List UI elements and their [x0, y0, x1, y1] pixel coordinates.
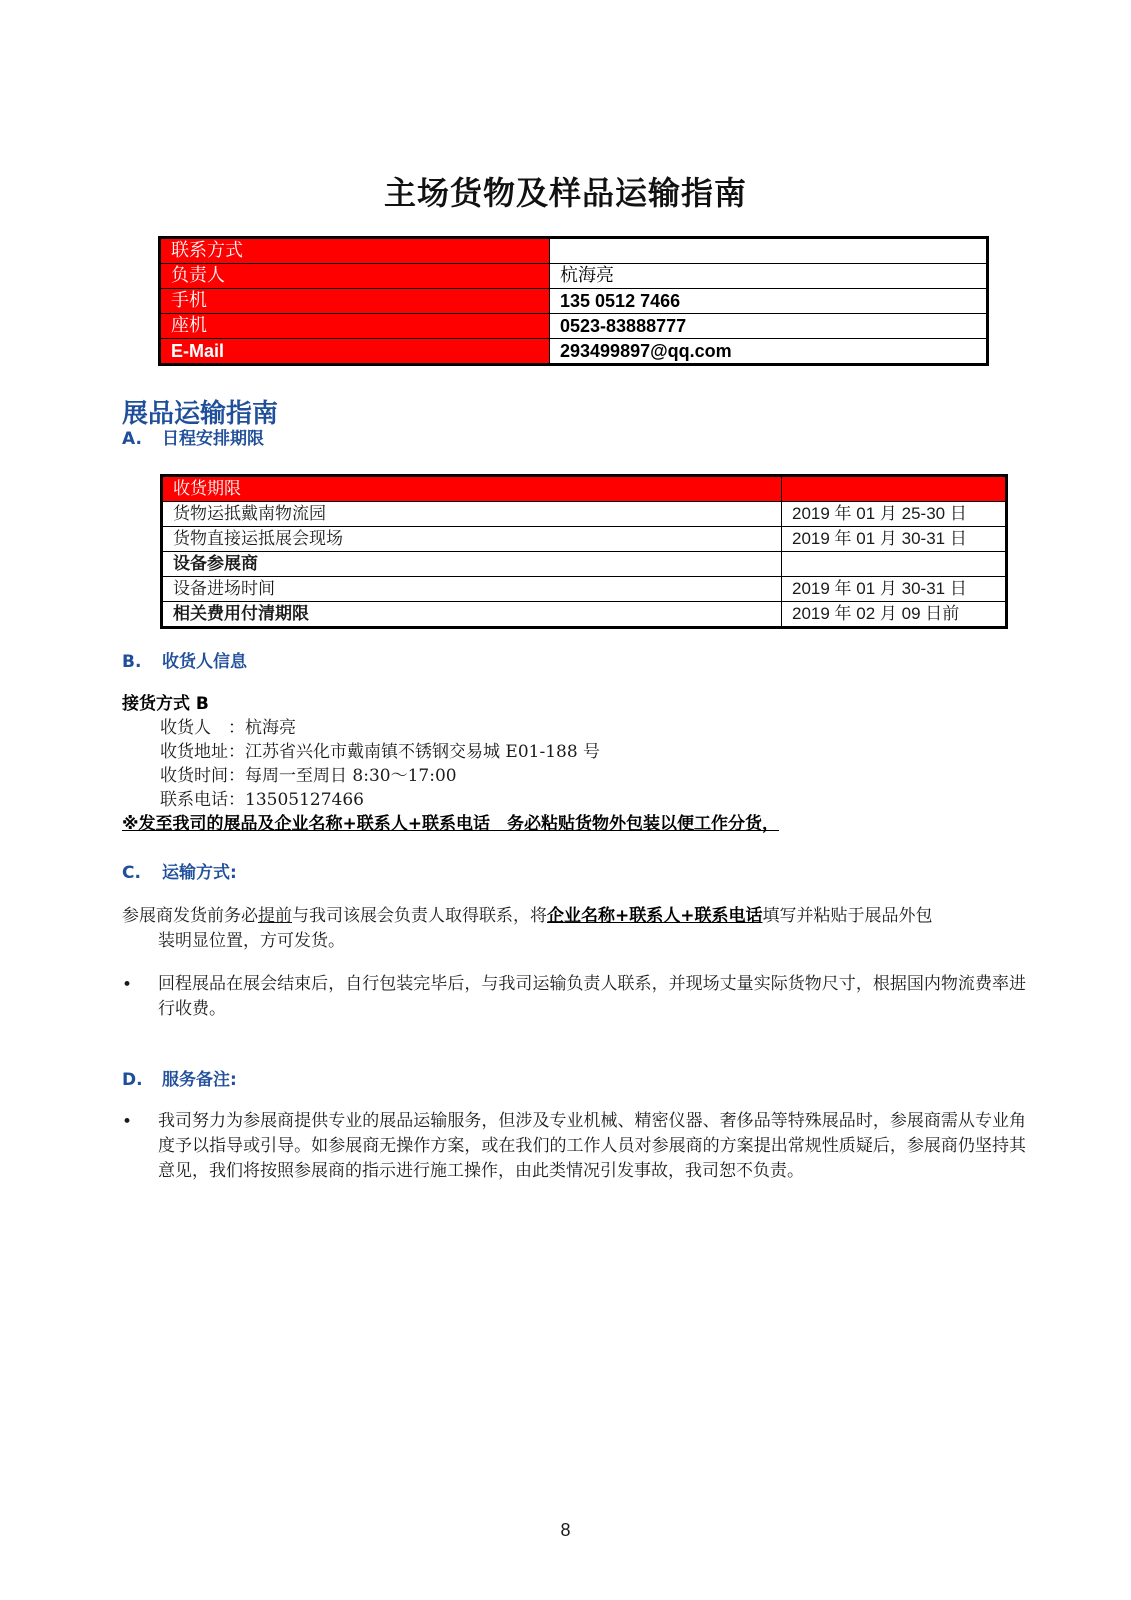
hours-line: 收货时间：每周一至周日 8:30～17:00: [160, 766, 457, 786]
shipping-paragraph-line2: 装明显位置，方可发货。: [158, 931, 345, 951]
section-d-heading: [122, 1065, 237, 1090]
contact-label: 手机: [160, 289, 550, 314]
section-b-number: B.: [122, 652, 142, 672]
table-row: [160, 314, 988, 339]
schedule-date: 2019 年 01 月 25-30 日: [782, 502, 1007, 527]
table-row: [160, 264, 988, 289]
contact-value: 135 0512 7466: [550, 289, 988, 314]
text-segment: 填写并粘贴于展品外包: [762, 906, 933, 926]
schedule-label: 相关费用付清期限: [162, 602, 782, 628]
contact-header-value: [550, 238, 988, 264]
schedule-date: 2019 年 02 月 09 日前: [782, 602, 1007, 628]
return-shipping-bullet: 回程展品在展会结束后，自行包装完毕后，与我司运输负责人联系，并现场丈量实际货物尺寸，根据国内物流费率进行收费。: [158, 974, 1026, 1019]
contact-label: E-Mail: [160, 339, 550, 365]
service-note-bullet: 我司努力为参展商提供专业的展品运输服务，但涉及专业机械、精密仪器、奢侈品等特殊展品时，参展商需从专业角度予以指导或引导。如参展商无操作方案，或在我们的工作人员对参展商的方案提出常规性质疑后，参展商仍坚持其意见，我们将按照参展商的指示进行施工操作，由此类情况引发事故，我司恕不负责。: [158, 1111, 1026, 1181]
contact-label: 负责人: [160, 264, 550, 289]
underlined-text: 企业名称+联系人+联系电话: [547, 906, 763, 926]
table-row: [162, 577, 1007, 602]
schedule-label: 货物运抵戴南物流园: [162, 502, 782, 527]
contact-table: [158, 236, 989, 366]
schedule-date: 2019 年 01 月 30-31 日: [782, 577, 1007, 602]
schedule-header-value: [782, 476, 1007, 502]
section-c-number: C.: [122, 863, 141, 883]
schedule-table: [160, 474, 1008, 629]
contact-header: 联系方式: [160, 238, 550, 264]
schedule-label: 设备参展商: [162, 552, 782, 577]
underlined-text: 提前: [258, 906, 292, 926]
bullet-dot: •: [122, 975, 133, 995]
section-d-number: D.: [122, 1070, 143, 1090]
text-segment: 与我司该展会负责人取得联系，将: [292, 906, 547, 926]
table-row: [160, 238, 988, 264]
section-b-title: 收货人信息: [162, 652, 247, 672]
table-row: [162, 602, 1007, 628]
table-row: [162, 552, 1007, 577]
text-segment: 参展商发货前务必: [122, 906, 258, 926]
section-d-title: 服务备注:: [162, 1070, 237, 1090]
shipping-paragraph: [122, 904, 1022, 929]
section-a-heading: [122, 424, 264, 449]
contact-label: 座机: [160, 314, 550, 339]
contact-value: 杭海亮: [550, 264, 988, 289]
table-row: [162, 527, 1007, 552]
address-line: 收货地址：江苏省兴化市戴南镇不锈钢交易城 E01-188 号: [160, 742, 601, 762]
table-row: [160, 289, 988, 314]
section-title: 展品运输指南: [122, 399, 279, 429]
section-b-heading: [122, 647, 247, 672]
page-title: 主场货物及样品运输指南: [383, 174, 747, 212]
section-c-title: 运输方式:: [162, 863, 237, 883]
section-a-title: 日程安排期限: [162, 429, 264, 449]
table-row: [162, 502, 1007, 527]
schedule-label: 设备进场时间: [162, 577, 782, 602]
packaging-notice: ※发至我司的展品及企业名称+联系人+联系电话 务必粘贴货物外包装以便工作分货，: [122, 814, 780, 834]
consignee-line: 收货人 ：杭海亮: [160, 718, 296, 738]
page-number: 8: [560, 1520, 571, 1540]
bullet-dot: •: [122, 1112, 133, 1132]
contact-value: 0523-83888777: [550, 314, 988, 339]
section-c-heading: [122, 858, 237, 883]
receive-method: 接货方式 B: [122, 694, 209, 714]
table-row: [162, 476, 1007, 502]
contact-value: 293499897@qq.com: [550, 339, 988, 365]
phone-line: 联系电话：13505127466: [160, 790, 364, 810]
schedule-label: 货物直接运抵展会现场: [162, 527, 782, 552]
schedule-header: 收货期限: [162, 476, 782, 502]
schedule-date: 2019 年 01 月 30-31 日: [782, 527, 1007, 552]
schedule-date: [782, 552, 1007, 577]
table-row: [160, 339, 988, 365]
section-a-number: A.: [122, 429, 142, 449]
